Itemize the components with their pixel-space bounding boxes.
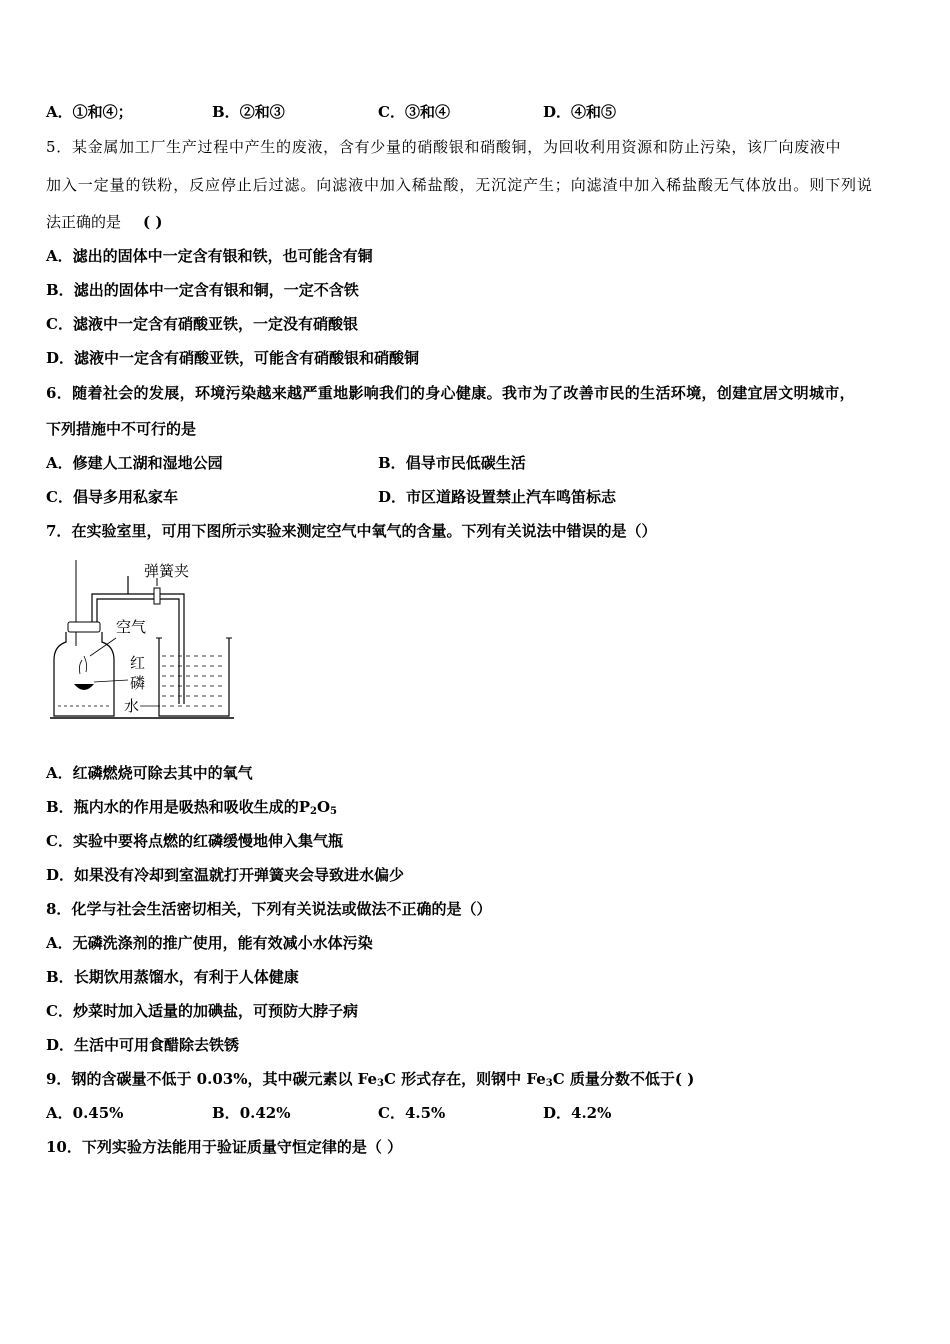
question-number: 8． — [46, 900, 72, 918]
formula-sub-5: 5 — [330, 806, 337, 817]
formula-sub-2: 2 — [309, 806, 317, 817]
option-label: C． — [378, 1104, 405, 1122]
q9-text-b: C 形式存在，则钢中 Fe — [384, 1070, 546, 1088]
option-label: D． — [378, 488, 407, 506]
option-text: 滤液中一定含有硝酸亚铁，可能含有硝酸银和硝酸铜 — [74, 349, 420, 367]
q8-option-a — [46, 933, 373, 953]
oxygen-measurement-apparatus-figure — [44, 556, 244, 726]
question-number: 6． — [46, 384, 73, 402]
q10-text: 下列实验方法能用于验证质量守恒定律的是（ ） — [81, 1138, 403, 1156]
flame-icon — [79, 656, 86, 674]
option-label: C． — [46, 315, 73, 333]
option-text: 4.5% — [404, 1104, 446, 1122]
q4-option-d — [543, 102, 616, 122]
q7-option-b — [46, 797, 337, 822]
q5-stem-line-3 — [46, 212, 162, 232]
combustion-spoon-icon — [74, 684, 94, 690]
option-text: 炒菜时加入适量的加碘盐，可预防大脖子病 — [72, 1002, 358, 1020]
option-label: C． — [46, 832, 73, 850]
option-text: ③和④ — [404, 103, 450, 121]
option-label: B． — [378, 454, 406, 472]
q5-option-d — [46, 348, 419, 368]
q6-option-c — [46, 487, 178, 507]
q6-option-b — [378, 453, 526, 473]
q10-stem — [46, 1137, 402, 1157]
q7-stem — [46, 521, 656, 541]
q5-option-c — [46, 314, 358, 334]
q6-option-d — [378, 487, 616, 507]
option-text: 市区道路设置禁止汽车鸣笛标志 — [406, 488, 617, 506]
option-label: B． — [46, 798, 74, 816]
option-text: 实验中要将点燃的红磷缓慢地伸入集气瓶 — [72, 832, 343, 850]
option-label: C． — [46, 1002, 73, 1020]
q9-text-c: C 质量分数不低于( ) — [552, 1070, 695, 1088]
q6-stem-line-1 — [46, 383, 855, 403]
q6-option-a — [46, 453, 223, 473]
option-text: 0.42% — [239, 1104, 291, 1122]
option-label: D． — [46, 866, 75, 884]
option-label: C． — [378, 103, 405, 121]
option-label: A． — [46, 103, 73, 121]
water-label: 水 — [124, 697, 140, 715]
option-text: 如果没有冷却到室温就打开弹簧夹会导致进水偏少 — [74, 866, 405, 884]
beaker-water — [162, 656, 226, 706]
option-text: 滤出的固体中一定含有银和铁，也可能含有铜 — [72, 247, 373, 265]
option-label: D． — [46, 1036, 75, 1054]
q4-option-a — [46, 102, 133, 122]
q5-text-1: 某金属加工厂生产过程中产生的废液，含有少量的硝酸银和硝酸铜，为回收利用资源和防止污染，该厂向废液中 — [71, 138, 842, 156]
option-text: 修建人工湖和湿地公园 — [72, 454, 223, 472]
q6-stem-line-2: 下列措施中不可行的是 — [46, 420, 197, 438]
option-label: B． — [46, 281, 74, 299]
q7-option-d — [46, 865, 404, 885]
question-number: 9． — [46, 1070, 72, 1088]
formula-p: P — [298, 798, 310, 816]
formula-o: O — [316, 798, 331, 816]
q4-option-b — [212, 102, 285, 122]
option-text: 滤液中一定含有硝酸亚铁，一定没有硝酸银 — [72, 315, 358, 333]
q5-stem-line-1 — [46, 137, 841, 157]
q9-option-d — [543, 1103, 611, 1123]
answer-blank: ( ) — [143, 213, 163, 231]
option-text: 红磷燃烧可除去其中的氧气 — [72, 764, 253, 782]
option-label: D． — [543, 103, 572, 121]
option-label: B． — [46, 968, 74, 986]
option-text: ④和⑤ — [571, 103, 617, 121]
option-text: 滤出的固体中一定含有银和铜，一定不含铁 — [73, 281, 359, 299]
q9-sub-a: 3 — [377, 1078, 385, 1089]
beaker — [159, 638, 229, 716]
q8-text: 化学与社会生活密切相关，下列有关说法或做法不正确的是（） — [71, 900, 492, 918]
option-text: ②和③ — [239, 103, 285, 121]
q4-option-c — [378, 102, 450, 122]
q7-text: 在实验室里，可用下图所示实验来测定空气中氧气的含量。下列有关说法中错误的是（） — [71, 522, 657, 540]
q5-text-3: 法正确的是 — [46, 213, 122, 231]
option-text: 4.2% — [571, 1104, 612, 1122]
option-text: ①和④； — [72, 103, 133, 121]
gas-collection-bottle — [54, 632, 114, 716]
air-label: 空气 — [116, 618, 147, 636]
q9-option-a — [46, 1103, 123, 1123]
option-label: C． — [46, 488, 73, 506]
option-text: 瓶内水的作用是吸热和吸收生成的 — [73, 798, 299, 816]
q9-text-a: 钢的含碳量不低于 0.03%，其中碳元素以 Fe — [71, 1070, 378, 1088]
question-number: 7． — [46, 522, 72, 540]
option-text: 0.45% — [72, 1104, 124, 1122]
q9-option-b — [212, 1103, 290, 1123]
option-text: 无磷洗涤剂的推广使用，能有效减小水体污染 — [72, 934, 373, 952]
q8-option-b — [46, 967, 299, 987]
option-label: B． — [212, 103, 240, 121]
option-label: A． — [46, 454, 73, 472]
option-label: A． — [46, 934, 73, 952]
q6-text-1: 随着社会的发展，环境污染越来越严重地影响我们的身心健康。我市为了改善市民的生活环境，创建宜居文明城市， — [72, 384, 855, 402]
phosphorus-label-1: 红 — [130, 654, 146, 672]
clip-label: 弹簧夹 — [144, 562, 190, 580]
option-label: D． — [543, 1104, 572, 1122]
q8-stem — [46, 899, 491, 919]
option-text: 倡导市民低碳生活 — [405, 454, 526, 472]
q9-option-c — [378, 1103, 445, 1123]
q5-option-a — [46, 246, 373, 266]
option-text: 长期饮用蒸馏水，有利于人体健康 — [73, 968, 299, 986]
spring-clip-icon — [154, 588, 160, 604]
bottle-stopper — [68, 622, 100, 632]
q5-stem-line-2: 加入一定量的铁粉，反应停止后过滤。向滤液中加入稀盐酸，无沉淀产生；向滤渣中加入稀盐酸无气体放出。则下列说 — [46, 176, 873, 194]
q9-sub-b: 3 — [545, 1078, 553, 1089]
option-label: A． — [46, 1104, 73, 1122]
q7-option-a — [46, 763, 253, 783]
q8-option-c — [46, 1001, 358, 1021]
q9-stem — [46, 1069, 694, 1094]
option-label: B． — [212, 1104, 240, 1122]
q8-option-d — [46, 1035, 239, 1055]
phosphorus-label-2: 磷 — [130, 674, 146, 692]
q7-option-c — [46, 831, 343, 851]
question-number: 5． — [46, 138, 72, 156]
option-label: D． — [46, 349, 75, 367]
q5-option-b — [46, 280, 359, 300]
option-label: A． — [46, 247, 73, 265]
question-number: 10． — [46, 1138, 82, 1156]
option-label: A． — [46, 764, 73, 782]
option-text: 生活中可用食醋除去铁锈 — [74, 1036, 240, 1054]
option-text: 倡导多用私家车 — [72, 488, 178, 506]
